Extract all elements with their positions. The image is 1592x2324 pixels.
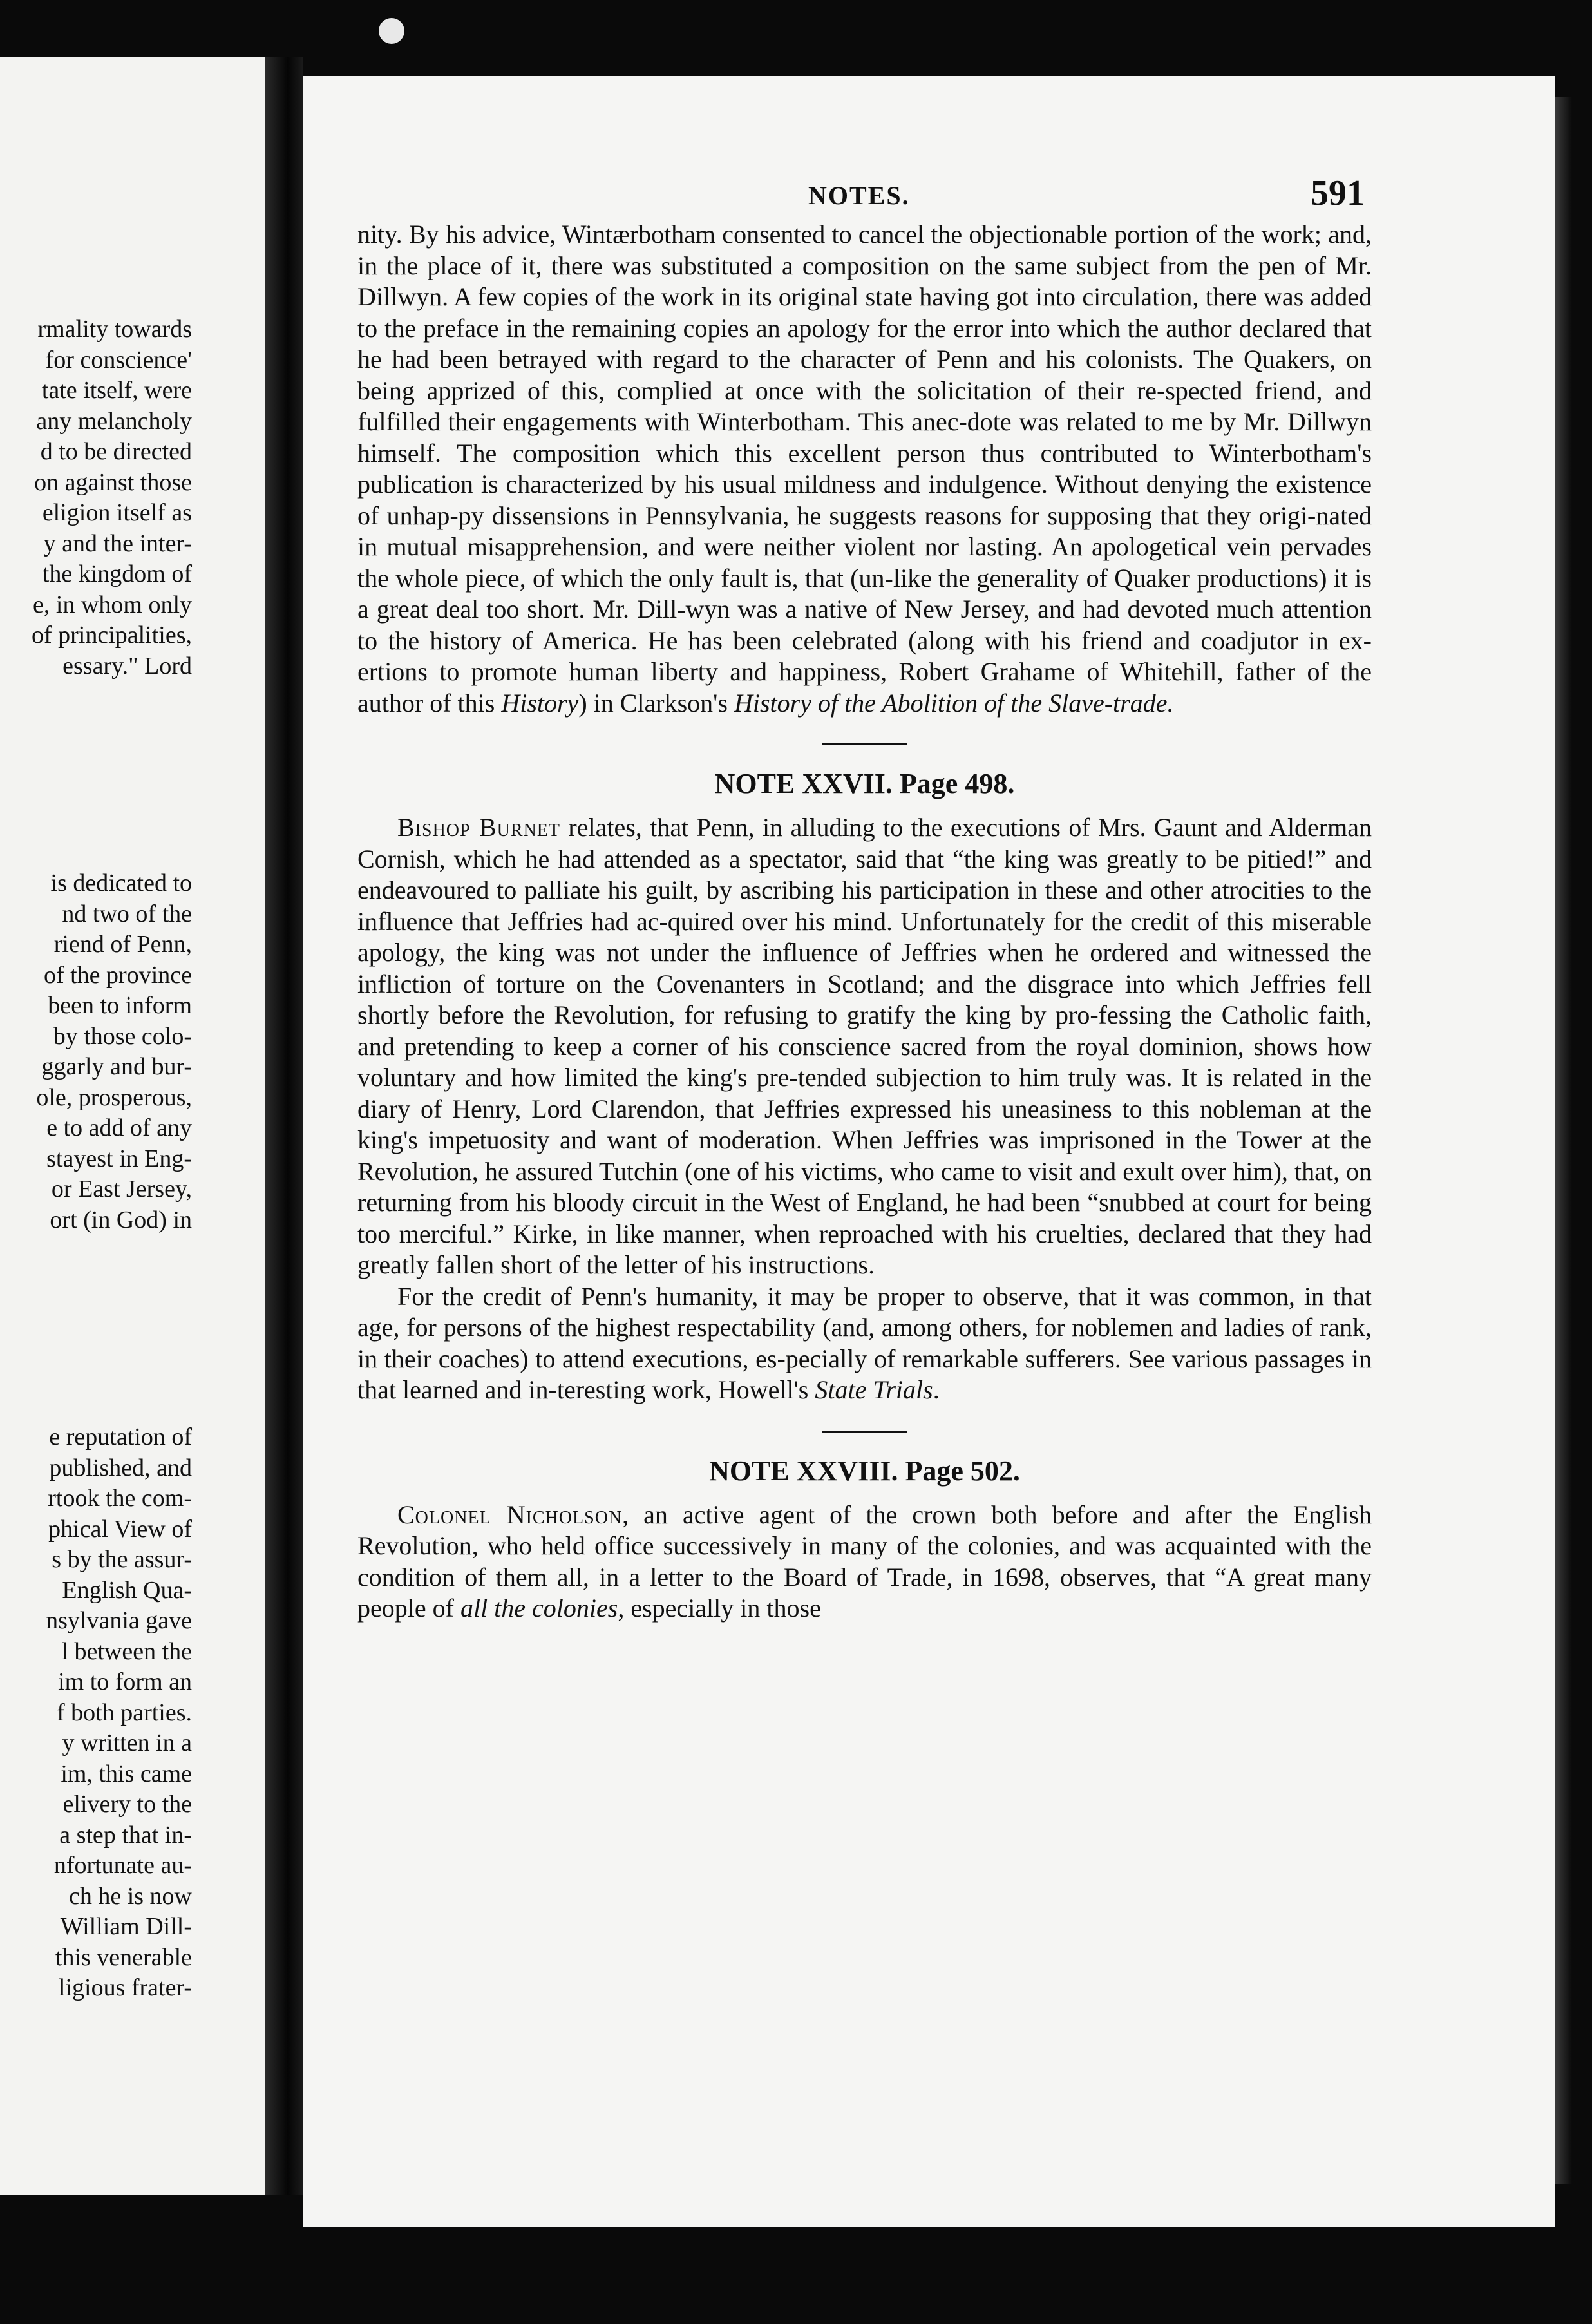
facing-line: the kingdom of (42, 560, 192, 587)
facing-line: f both parties. (56, 1699, 192, 1726)
note-28-text-end: , especially in those (618, 1594, 821, 1623)
facing-line: English Qua- (62, 1576, 192, 1604)
italic-phrase: all the colonies (460, 1594, 618, 1623)
facing-line: riend of Penn, (53, 931, 192, 958)
facing-line: ggarly and bur- (41, 1053, 192, 1080)
continuation-text: nity. By his advice, Wintærbotham consented to cancel the objectionable portion of the work; and, in the place of it, there was substituted a composition on the same subject from the pen of Mr. Dillwyn. A few copies of the work in its original state having got into circulation, there was added to the preface in the remaining copies an apology for the error into which the author declared that he had been betrayed with regard to the character of Penn and his colonists. The Quakers, on being apprized of this, complied at once with the solicitation of their re-spected friend, and fulfilled their engagements with Winterbotham. This anec-dote was related to me by Mr. Dillwyn himself. The composition which this excellent person thus contributed to Winterbotham's publication is characterized by his usual mildness and indulgence. Without denying the existence of unhap-py dissensions in Pennsylvania, he suggests reasons for supposing that they origi-nated in mutual misapprehension, and were neither violent nor lasting. An apologetical vein pervades the whole piece, of which the only fault is, that (un-like the generality of Quaker productions) it is a great deal too short. Mr. Dill-wyn was a native of New Jersey, and had devoted much attention to the history of America. He has been celebrated (along with his friend and coadjutor in ex-ertions to promote human liberty and happiness, Robert Grahame of Whitehill, father of the author of this (357, 220, 1372, 718)
facing-line: l between the (61, 1637, 192, 1665)
note-27-paragraph-1 (357, 812, 1372, 1281)
note-27-text-2: For the credit of Penn's humanity, it may be proper to observe, that it was common, in that age, for persons of the highest respectability (and, among others, for noblemen and ladies of rank, in their coaches) to attend executions, es-pecially of remarkable sufferers. See various passages in that learned and in-teresting work, Howell's (357, 1281, 1372, 1404)
facing-line: elivery to the (62, 1791, 192, 1818)
facing-text-block-2 (0, 868, 192, 1235)
facing-line: William Dill- (60, 1913, 192, 1940)
note-28-text: , an active agent of the crown both before and after the English Revolution, who held office successively in many of the colonies, and was acquainted with the condition of them all, in a letter to the Board of Trade, in 1698, observes, that “A great many people of (357, 1500, 1372, 1623)
facing-line: ch he is now (68, 1882, 192, 1910)
facing-line: by those colo- (53, 1022, 192, 1050)
facing-line: of principalities, (31, 622, 192, 649)
facing-line: nd two of the (62, 900, 192, 928)
italic-title: State Trials (815, 1375, 933, 1404)
note-28-heading: NOTE XXVIII. Page 502. (709, 1454, 1020, 1487)
facing-line: rmality towards (37, 316, 192, 343)
facing-page-fragment (0, 57, 265, 2195)
facing-line: been to inform (48, 992, 192, 1019)
facing-line: stayest in Eng- (46, 1145, 192, 1172)
book-gutter (265, 57, 303, 2195)
facing-line: any melancholy (36, 407, 192, 435)
facing-line: or East Jersey, (51, 1176, 192, 1203)
facing-line: nfortunate au- (53, 1852, 192, 1879)
facing-line: d to be directed (40, 438, 192, 465)
continuation-text-mid: ) in Clarkson's (578, 688, 734, 718)
note-27-text: relates, that Penn, in alluding to the executions of Mrs. Gaunt and Alderman Cornish, which he had attended as a spectator, said that “the king was greatly to be pitied!” and endeavoured to palliate his guilt, by ascribing his participation in these and other atrocities to the influence that Jeffries had ac-quired over his mind. Unfortunately for the credit of this miserable apology, the king was not under the influence of Jeffries when he ordered and witnessed the infliction of torture on the Covenanters in Scotland; and the disgrace into which Jeffries fell shortly before the Revolution, for refusing to gratify the king by pro-fessing the Catholic faith, and pretending to keep a corner of his conscience sacred from the royal dominion, shows how voluntary and how limited the king's pre-tended subjection to him truly was. It is related in the diary of Henry, Lord Clarendon, that Jeffries expressed his uneasiness to this nobleman at the king's impetuosity and want of moderation. When Jeffries was imprisoned in the Tower at the Revolution, he assured Tutchin (one of his victims, who came to visit and exult over him), that, on returning from his bloody circuit in the West of England, he had been “snubbed at court for being too merciful.” Kirke, in like manner, when reproached with his cruelties, declared that they had greatly fallen short of the letter of his instructions. (357, 813, 1372, 1279)
facing-line: im to form an (58, 1668, 192, 1695)
punch-hole (379, 18, 404, 44)
facing-line: e, in whom only (33, 591, 192, 618)
facing-line: is dedicated to (50, 870, 192, 897)
note-27-paragraph-2 (357, 1281, 1372, 1406)
facing-line: this venerable (55, 1943, 192, 1971)
facing-line: published, and (49, 1454, 192, 1481)
facing-line: tate itself, were (41, 377, 192, 404)
facing-page-text (0, 314, 192, 2004)
facing-line: ligious frater- (58, 1974, 192, 2001)
facing-text-block-1 (0, 314, 192, 681)
facing-line: ole, prosperous, (36, 1083, 192, 1111)
page-body (357, 219, 1372, 1624)
facing-line: of the province (43, 961, 192, 989)
facing-line: e reputation of (49, 1424, 192, 1451)
small-caps-name: Bishop Burnet (397, 813, 561, 842)
facing-line: ort (in God) in (50, 1206, 192, 1233)
facing-line: s by the assur- (52, 1546, 192, 1573)
facing-line: e to add of any (46, 1114, 192, 1141)
page-edge-shadow (1555, 97, 1572, 2184)
facing-line: im, this came (61, 1760, 192, 1787)
facing-line: a step that in- (59, 1821, 192, 1849)
facing-line: y and the inter- (43, 529, 192, 557)
italic-title: History (501, 688, 579, 718)
facing-line: on against those (34, 468, 192, 496)
facing-line: rtook the com- (48, 1485, 192, 1512)
page-number: 591 (1311, 173, 1365, 213)
facing-line: essary." Lord (62, 652, 192, 680)
facing-line: nsylvania gave (46, 1607, 192, 1634)
continuation-paragraph (357, 219, 1372, 719)
running-head: NOTES. (808, 181, 910, 210)
note-27-text-end: . (933, 1375, 940, 1404)
facing-line: eligion itself as (42, 499, 192, 526)
facing-line: y written in a (62, 1729, 192, 1757)
small-caps-name: Colonel Nicholson (397, 1500, 623, 1529)
italic-title: History of the Abolition of the Slave-trade. (734, 688, 1174, 718)
facing-line: for conscience' (45, 346, 192, 374)
note-27-heading: NOTE XXVII. Page 498. (714, 768, 1015, 799)
facing-line: phical View of (48, 1515, 192, 1543)
facing-text-block-3 (0, 1422, 192, 2004)
note-28-paragraph-1 (357, 1500, 1372, 1624)
